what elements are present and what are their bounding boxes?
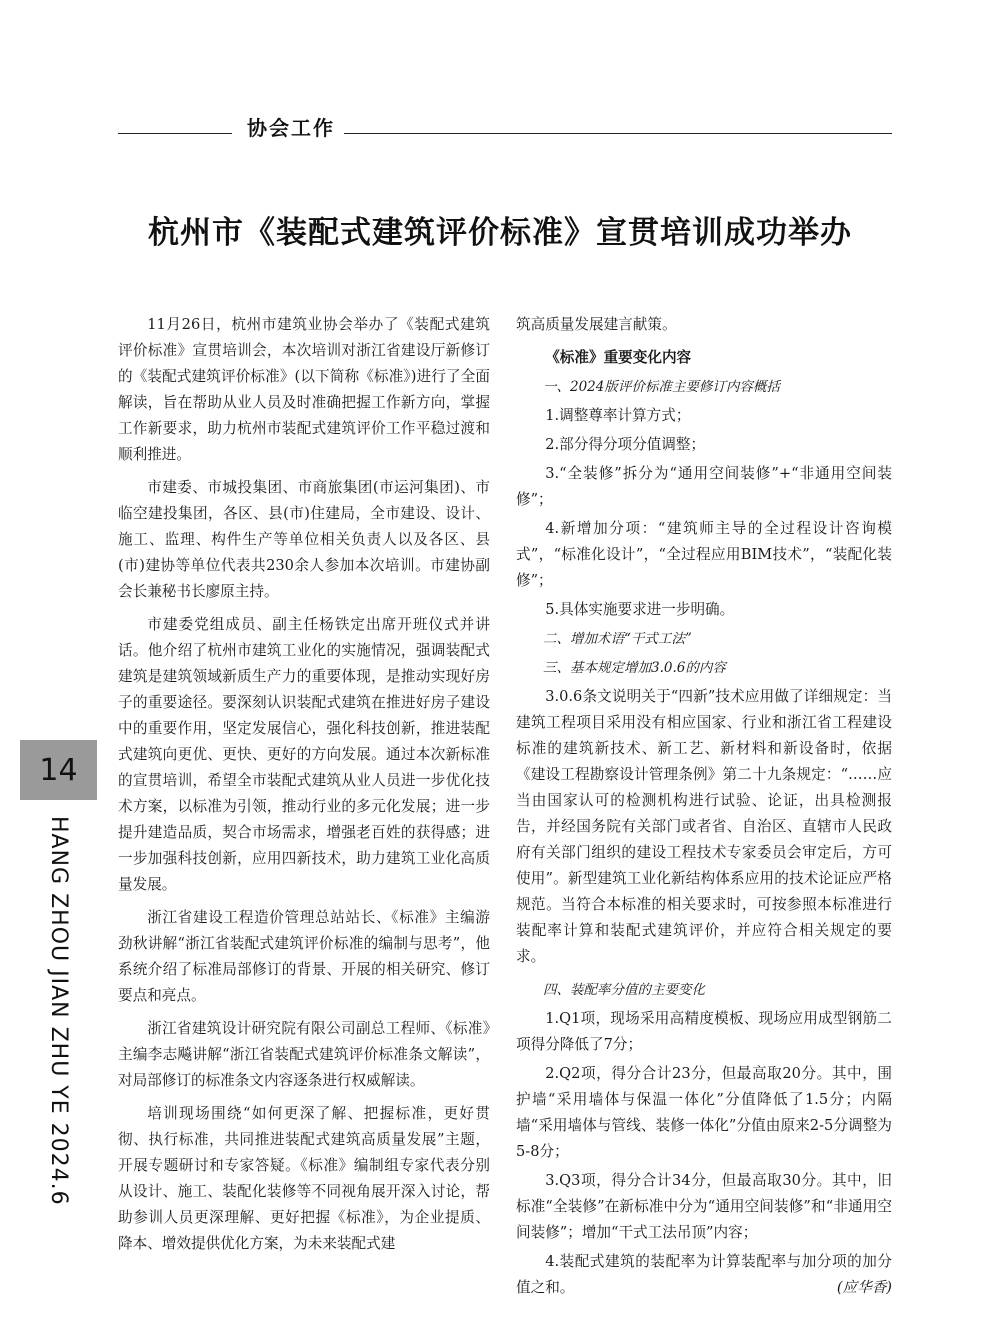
list-item-text: 4.装配式建筑的装配率为计算装配率与加分项的加分值之和。 — [516, 1253, 892, 1296]
section-heading: 二、增加术语“干式工法” — [543, 631, 692, 647]
header-rule-left — [118, 133, 232, 134]
paragraph: 3.0.6条文说明关于“四新”技术应用做了详细规定：当建筑工程项目采用没有相应国家、行业和浙江省工程建设标准的建筑新技术、新工艺、新材料和新设备时，依据《建设工程勘察设计管理条例》第二十九条规定：“……应当由国家认可的检测机构进行试验、论证，出具检测报告，并经国务院有关部门或者省、自治区、直辖市人民政府有关部门组织的建设工程技术专家委员会审定后，方可使用”。新型建筑工业化新结构体系应用的技术论证应严格规范。当符合本标准的相关要求时，可按参照本标准进行装配率计算和装配式建筑评价，并应符合相关规定的要求。 — [516, 688, 892, 965]
section-heading: 一、2024版评价标准主要修订内容概括 — [543, 379, 780, 395]
list-item: 1.Q1项，现场采用高精度模板、现场应用成型钢筋二项得分降低了7分； — [516, 1010, 892, 1053]
paragraph: 浙江省建设工程造价管理总站站长、《标准》主编游劲秋讲解“浙江省装配式建筑评价标准的编制与思考”，他系统介绍了标准局部修订的背景、开展的相关研究、修订要点和亮点。 — [118, 909, 490, 1004]
list-item: 2.部分得分项分值调整； — [545, 436, 706, 453]
section-heading: 四、装配率分值的主要变化 — [543, 982, 705, 998]
paragraph: 市建委、市城投集团、市商旅集团(市运河集团)、市临空建投集团，各区、县(市)住建局，全市建设、设计、施工、监理、构件生产等单位相关负责人以及各区、县(市)建协等单位代表共230余人参加本次培训。市建协副会长兼秘书长廖原主持。 — [118, 479, 490, 600]
paragraph-continuation: 筑高质量发展建言献策。 — [516, 316, 677, 333]
paragraph: 市建委党组成员、副主任杨铁定出席开班仪式并讲话。他介绍了杭州市建筑工业化的实施情况，强调装配式建筑是建筑领域新质生产力的重要体现，是推动实现好房子的重要途径。要深刻认识装配式建筑在推进好房子建设中的重要作用，坚定发展信心，强化科技创新，推进装配式建筑向更优、更快、更好的方向发展。通过本次新标准的宣贯培训，希望全市装配式建筑从业人员进一步优化技术方案，以标准为引领，推动行业的多元化发展；进一步提升建造品质，契合市场需求，增强老百姓的获得感；进一步加强科技创新，应用四新技术，助力建筑工业化高质量发展。 — [118, 616, 490, 893]
list-item: 3.Q3项，得分合计34分，但最高取30分。其中，旧标准“全装修”在新标准中分为“通用空间装修”和“非通用空间装修”；增加“干式工法吊顶”内容； — [516, 1172, 892, 1241]
section-header: 协会工作 — [247, 116, 335, 140]
list-item: 1.调整尊率计算方式； — [545, 407, 691, 424]
list-item: 2.Q2项，得分合计23分，但最高取20分。其中，围护墙“采用墙体与保温一体化”分值降低了1.5分；内隔墙“采用墙体与管线、装修一体化”分值由原来2-5分调整为5-8分； — [516, 1065, 892, 1160]
magazine-name: HANG ZHOU JIAN ZHU YE 2024.6 — [46, 816, 71, 1206]
header-rule-right — [344, 133, 892, 134]
left-column — [118, 312, 490, 1264]
page-number: 14 — [20, 740, 97, 800]
list-item: 3.“全装修”拆分为“通用空间装修”+“非通用空间装修”； — [516, 465, 892, 508]
right-column — [516, 312, 892, 1304]
list-item — [516, 1249, 892, 1301]
paragraph: 培训现场围绕“如何更深了解、把握标准，更好贯彻、执行标准，共同推进装配式建筑高质量发展”主题，开展专题研讨和专家答疑。《标准》编制组专家代表分别从设计、施工、装配化装修等不同视角展开深入讨论，帮助参训人员更深理解、更好把握《标准》，为企业提质、降本、增效提供优化方案，为未来装配式建 — [118, 1105, 490, 1252]
author-signature: (应华香) — [836, 1279, 892, 1296]
subheading: 《标准》重要变化内容 — [545, 349, 692, 366]
article-title: 杭州市《装配式建筑评价标准》宣贯培训成功举办 — [148, 215, 852, 251]
paragraph: 11月26日，杭州市建筑业协会举办了《装配式建筑评价标准》宣贯培训会，本次培训对浙江省建设厅新修订的《装配式建筑评价标准》(以下简称《标准》)进行了全面解读，旨在帮助从业人员及时准确把握工作新方向，掌握工作新要求，助力杭州市装配式建筑评价工作平稳过渡和顺利推进。 — [118, 316, 490, 463]
section-heading: 三、基本规定增加3.0.6的内容 — [543, 660, 726, 676]
list-item: 4.新增加分项：“建筑师主导的全过程设计咨询模式”，“标准化设计”，“全过程应用BIM技术”，“装配化装修”； — [516, 520, 892, 589]
paragraph: 浙江省建筑设计研究院有限公司副总工程师、《标准》主编李志飚讲解“浙江省装配式建筑评价标准条文解读”，对局部修订的标准条文内容逐条进行权威解读。 — [118, 1020, 490, 1089]
list-item: 5.具体实施要求进一步明确。 — [545, 601, 735, 618]
